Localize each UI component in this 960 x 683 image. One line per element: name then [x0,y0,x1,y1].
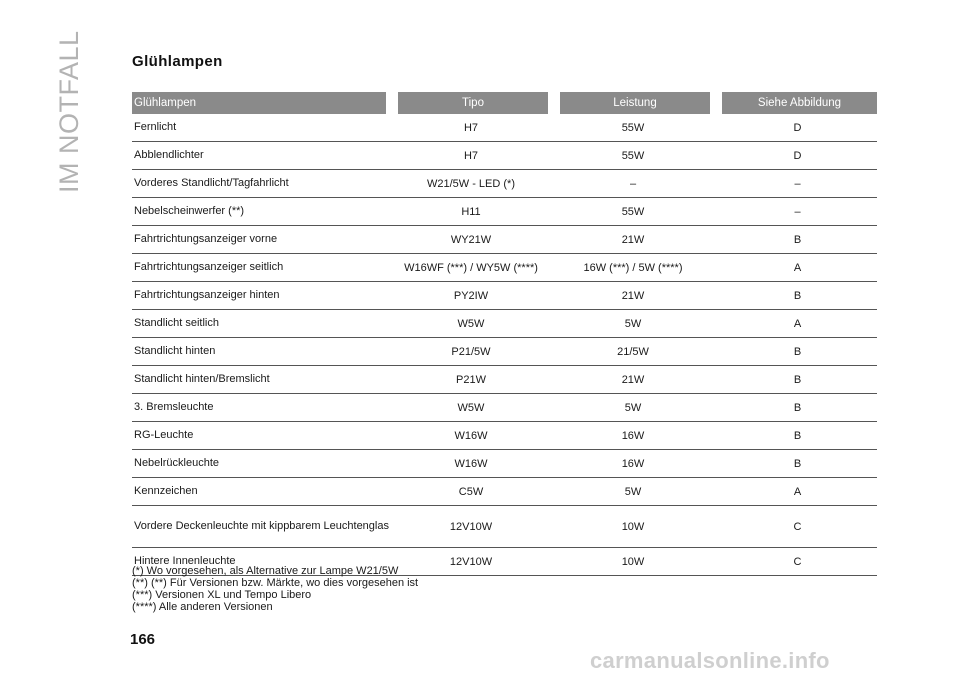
header-figure: Siehe Abbildung [722,92,877,114]
footnote: (**) (**) Für Versionen bzw. Märkte, wo dies vorgesehen ist [132,577,419,589]
cell-figure: B [793,345,802,358]
cell-bulb: Vordere Deckenleuchte mit kippbarem Leuchtenglas [134,520,389,532]
cell-type: W5W [457,401,485,414]
cell-bulb: Standlicht hinten [134,345,216,357]
cell-bulb: Kennzeichen [134,485,198,497]
cell-type: PY2IW [453,289,489,302]
cell-type: W5W [457,317,485,330]
cell-bulb: Nebelrückleuchte [134,457,219,469]
table-row [132,282,877,310]
cell-type: H11 [461,205,481,218]
table-row [132,226,877,254]
cell-bulb: Abblendlichter [134,149,204,161]
cell-figure: C [793,520,802,533]
cell-power: 5W [624,401,642,414]
cell-power: 21W [621,373,645,386]
cell-figure: B [793,401,802,414]
page-number: 166 [130,631,156,648]
cell-bulb: Vorderes Standlicht/Tagfahrlicht [134,177,289,189]
cell-type: W16W [454,429,488,442]
table-row [132,450,877,478]
cell-type: H7 [463,121,479,134]
cell-power: 55W [621,205,645,218]
cell-figure: B [793,457,802,470]
cell-power: 21W [621,233,645,246]
cell-figure: B [793,373,802,386]
table-row [132,170,877,198]
table-row [132,198,877,226]
table-row [132,366,877,394]
cell-type: 12V10W [449,555,493,568]
cell-bulb: Standlicht hinten/Bremslicht [134,373,270,385]
cell-type: C5W [458,485,484,498]
cell-power: 16W (***) / 5W (****) [583,261,683,274]
cell-figure: – [794,205,801,218]
cell-bulb: Fernlicht [134,121,177,133]
cell-figure: C [793,555,802,568]
cell-power: 55W [621,121,645,134]
header-type: Tipo [398,92,548,114]
table-row [132,506,877,548]
cell-power: 21/5W [617,345,649,358]
cell-bulb: Standlicht seitlich [134,317,219,329]
table-row [132,114,877,142]
cell-bulb: Fahrtrichtungsanzeiger vorne [134,233,278,245]
table-row [132,310,877,338]
cell-figure: D [793,121,802,134]
cell-type: WY21W [450,233,492,246]
table-row [132,422,877,450]
cell-bulb: Nebelscheinwerfer (**) [134,205,245,217]
cell-figure: A [793,485,802,498]
table-row [132,478,877,506]
table-row [132,254,877,282]
watermark: carmanualsonline.info [590,648,830,673]
cell-figure: A [793,317,802,330]
cell-figure: – [794,177,801,190]
cell-power: 16W [621,429,645,442]
cell-power: 5W [624,317,642,330]
cell-power: 55W [621,149,645,162]
footnotes [132,565,418,613]
footnote: (*) Wo vorgesehen, als Alternative zur Lampe W21/5W [132,565,399,577]
cell-type: W16W [454,457,488,470]
table-row [132,394,877,422]
footnote: (***) Versionen XL und Tempo Libero [132,589,312,601]
cell-figure: B [793,233,802,246]
cell-power: 21W [621,289,645,302]
cell-power: 5W [624,485,642,498]
cell-power: 16W [621,457,645,470]
cell-type: 12V10W [449,520,493,533]
table-row [132,338,877,366]
cell-type: W16WF (***) / WY5W (****) [404,261,538,274]
cell-figure: B [793,289,802,302]
cell-figure: D [793,149,802,162]
cell-bulb: RG-Leuchte [134,429,194,441]
cell-type: P21W [456,373,486,386]
page-title: Glühlampen [132,53,223,70]
cell-type: W21/5W - LED (*) [426,177,515,190]
cell-bulb: Fahrtrichtungsanzeiger seitlich [134,261,284,273]
cell-bulb: Hintere Innenleuchte [134,555,236,567]
cell-power: 10W [621,520,645,533]
cell-figure: A [793,261,802,274]
header-power: Leistung [560,92,710,114]
footnote: (****) Alle anderen Versionen [132,601,273,613]
table-row [132,142,877,170]
cell-bulb: 3. Bremsleuchte [134,401,214,413]
section-side-title [54,30,134,193]
cell-power: – [629,177,637,190]
table-header [132,92,877,114]
table-body [132,114,877,576]
cell-bulb: Fahrtrichtungsanzeiger hinten [134,289,280,301]
section-side-title-text: IM NOTFALL [54,30,84,193]
bulb-table [132,92,877,576]
cell-type: H7 [463,149,479,162]
cell-power: 10W [621,555,645,568]
header-bulb: Glühlampen [132,92,386,114]
cell-type: P21/5W [451,345,491,358]
cell-figure: B [793,429,802,442]
